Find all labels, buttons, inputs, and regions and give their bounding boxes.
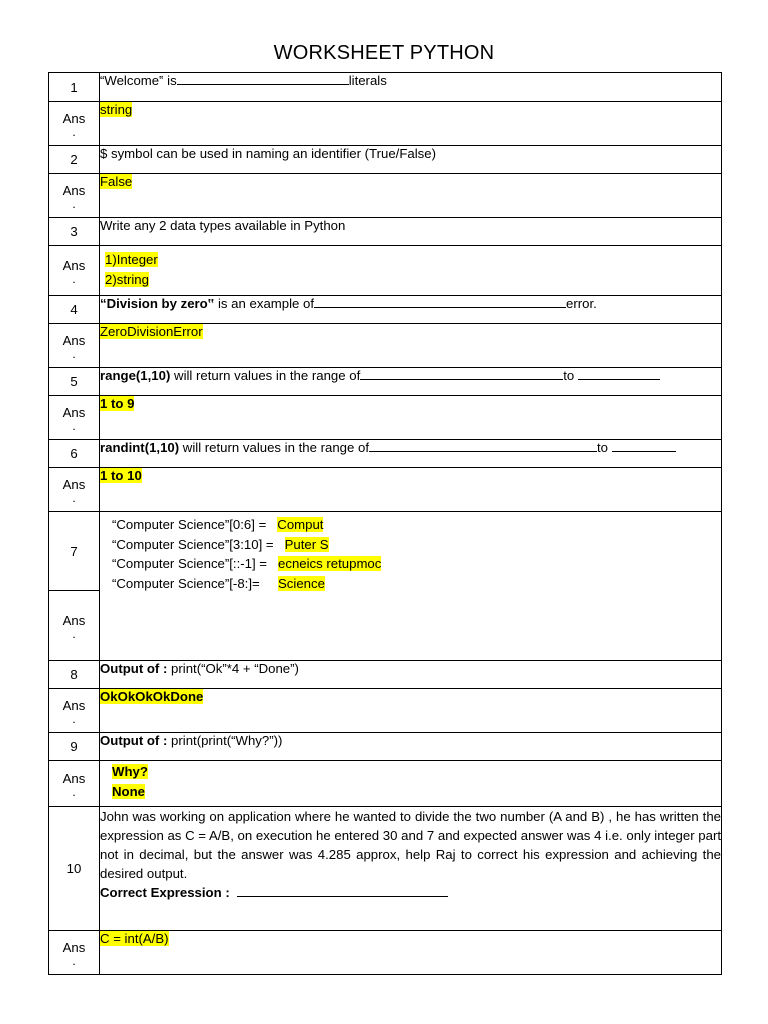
correct-expression-label: Correct Expression :: [100, 885, 230, 900]
answer-label: Ans .: [49, 324, 100, 368]
answer-label: Ans .: [49, 396, 100, 440]
answer-text: False: [100, 174, 133, 189]
question-answer-cell: [100, 512, 722, 661]
slice-line: [112, 574, 709, 594]
question-keyword: randint(1,10): [100, 440, 180, 455]
answer-cell: [100, 931, 722, 975]
slice-line: [112, 535, 709, 555]
slice-answer: Science: [278, 575, 325, 591]
question-number: 4: [49, 296, 100, 324]
fill-blank: [177, 73, 349, 85]
fill-blank: [360, 368, 563, 380]
slice-expression: “Computer Science”[-8:]=: [112, 575, 260, 591]
answer-text: 1 to 10: [100, 468, 142, 483]
answer-text: None: [112, 784, 145, 799]
answer-text: 1)Integer: [105, 252, 158, 267]
question-code: print(“Ok”*4 + “Done”): [167, 661, 299, 676]
answer-cell: [100, 396, 722, 440]
question-row-6: [49, 440, 722, 468]
answer-text: C = int(A/B): [100, 931, 169, 946]
question-keyword: range(1,10): [100, 368, 171, 383]
answer-row-2: [49, 174, 722, 218]
answer-row-9: [49, 761, 722, 807]
answer-row-1: [49, 102, 722, 146]
question-text: [100, 296, 722, 324]
question-suffix: error.: [566, 296, 597, 311]
fill-blank: [237, 885, 448, 897]
question-code: print(print(“Why?”)): [167, 733, 283, 748]
slice-line: [112, 554, 709, 574]
question-text: $ symbol can be used in naming an identifier (True/False): [100, 146, 722, 174]
answer-text: string: [100, 102, 133, 117]
question-prefix: will return values in the range of: [179, 440, 369, 455]
question-row-1: [49, 73, 722, 102]
worksheet-title: WORKSHEET PYTHON: [273, 42, 495, 64]
question-row-3: [49, 218, 722, 246]
answer-label: Ans .: [49, 174, 100, 218]
question-row-2: [49, 146, 722, 174]
answer-row-5: [49, 396, 722, 440]
answer-cell: [100, 689, 722, 733]
answer-label: Ans .: [49, 246, 100, 296]
slice-answer: Comput: [277, 517, 324, 532]
question-paragraph: John was working on application where he wanted to divide the two number (A and B) , he has written the expression as C = A/B, on execution he entered 30 and 7 and expected answer was 4 i.e. only integer part not in decimal, but the answer was 4.285 approx, help Raj to correct his expression and achieving the desired output.: [100, 809, 721, 881]
answer-text: 1 to 9: [100, 396, 135, 411]
question-text: [100, 733, 722, 761]
answer-label: Ans .: [49, 102, 100, 146]
question-row-9: [49, 733, 722, 761]
question-text: [100, 440, 722, 468]
answer-text: OkOkOkOkDone: [100, 689, 204, 704]
answer-row-3: [49, 246, 722, 296]
question-row-5: [49, 368, 722, 396]
question-text: [100, 368, 722, 396]
question-number: 3: [49, 218, 100, 246]
question-number: 8: [49, 661, 100, 689]
worksheet-table: [48, 72, 722, 975]
slice-expression: “Computer Science”[::-1] =: [112, 556, 268, 571]
answer-text: 2)string: [105, 272, 149, 287]
question-mid: to: [597, 440, 608, 455]
answer-row-4: [49, 324, 722, 368]
slice-expression: “Computer Science”[3:10] =: [112, 536, 274, 552]
slice-expression: “Computer Science”[0:6] =: [112, 517, 267, 532]
answer-label: Ans .: [49, 468, 100, 512]
question-text: Write any 2 data types available in Python: [100, 218, 722, 246]
question-row-8: [49, 661, 722, 689]
answer-label: Ans .: [49, 591, 100, 661]
question-text: [100, 807, 722, 931]
question-prefix: is an example of: [214, 296, 315, 311]
question-row-10: [49, 807, 722, 931]
question-mid: to: [563, 368, 575, 383]
answer-cell: [100, 761, 722, 807]
question-suffix: literals: [348, 73, 387, 88]
answer-row-6: [49, 468, 722, 512]
question-keyword: “Division by zero‟: [100, 296, 215, 311]
answer-label: Ans .: [49, 761, 100, 807]
question-number: 9: [49, 733, 100, 761]
answer-row-8: [49, 689, 722, 733]
answer-label: Ans .: [49, 931, 100, 975]
question-row-7: [49, 512, 722, 591]
fill-blank: [578, 368, 660, 380]
question-prefix: “Welcome‟ is: [100, 73, 177, 88]
slice-answer: ecneics retupmoc: [278, 556, 382, 571]
slice-answer: Puter S: [284, 536, 329, 552]
answer-row-10: [49, 931, 722, 975]
question-number: 6: [49, 440, 100, 468]
fill-blank: [369, 440, 597, 452]
answer-text: Why?: [112, 764, 148, 779]
answer-cell: [100, 324, 722, 368]
question-keyword: Output of :: [100, 661, 168, 676]
question-text: [100, 661, 722, 689]
slice-line: [112, 515, 709, 535]
question-number: 5: [49, 368, 100, 396]
answer-cell: [100, 174, 722, 218]
answer-cell: [100, 102, 722, 146]
answer-cell: [100, 468, 722, 512]
question-keyword: Output of :: [100, 733, 168, 748]
fill-blank: [612, 440, 676, 452]
question-number: 10: [49, 807, 100, 931]
question-row-4: [49, 296, 722, 324]
question-text: [100, 73, 722, 102]
question-number: 2: [49, 146, 100, 174]
fill-blank: [314, 296, 566, 308]
answer-text: ZeroDivisionError: [100, 324, 203, 339]
question-number: 1: [49, 73, 100, 102]
question-number: 7: [49, 512, 100, 591]
question-prefix: will return values in the range of: [170, 368, 361, 383]
answer-cell: [100, 246, 722, 296]
answer-label: Ans .: [49, 689, 100, 733]
